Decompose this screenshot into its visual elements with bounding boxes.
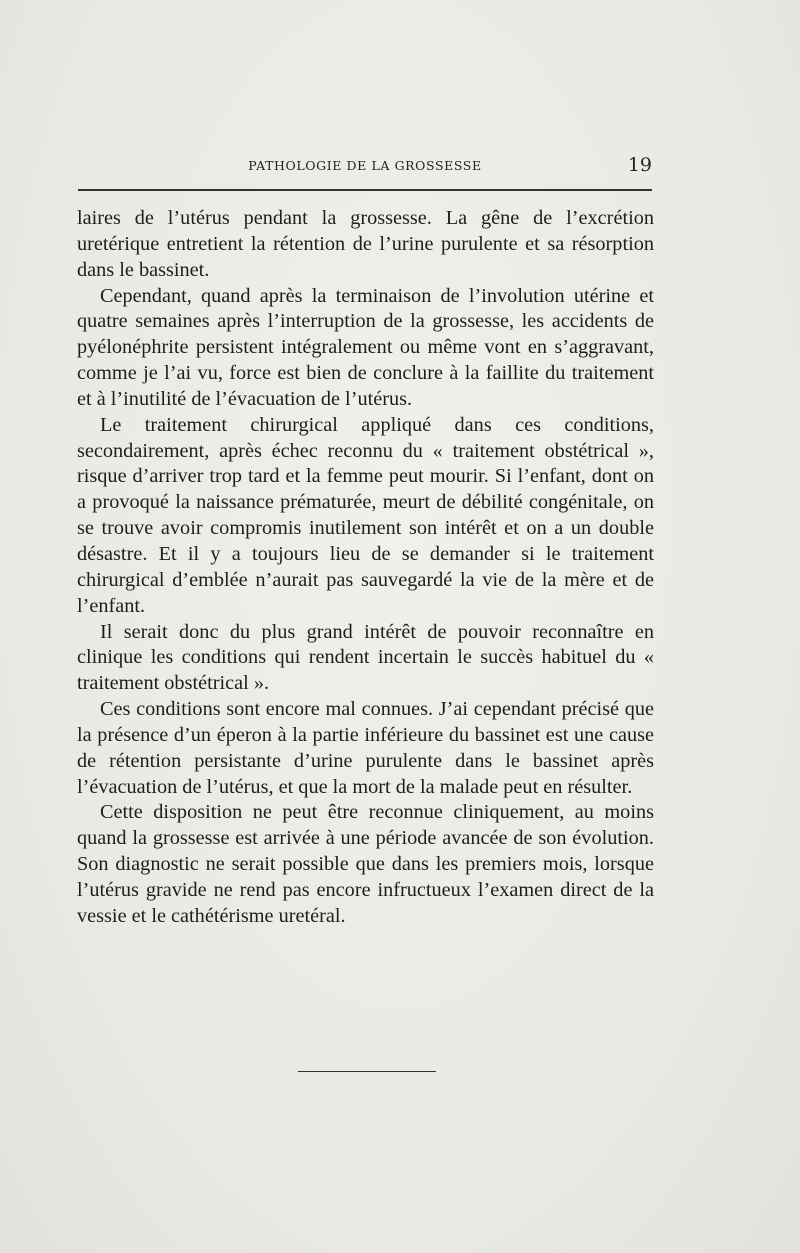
paragraph-2: Cependant, quand après la terminaison de l’involution utérine et quatre semaines après l’interruption de la grossesse, les accidents de pyélonéphrite persistent intégralement ou même vont en s’aggravant, comme je l’ai vu, force est bien de conclure à la faillite du traitement et à l’inutilité de l’évacuation de l’utérus.: [77, 284, 654, 410]
paragraph-4: Il serait donc du plus grand intérêt de pouvoir reconnaître en clinique les conditions qui rendent incertain le succès habituel du « traitement obstétrical ».: [77, 620, 654, 695]
paragraph-3: Le traitement chirurgical appliqué dans ces conditions, secondairement, après échec reconnu du « traitement obstétrical », risque d’arriver trop tard et la femme peut mourir. Si l’enfant, dont on a provoqué la naissance prématurée, meurt de débilité congénitale, on se trouve avoir compromis inutilement son intérêt et on a un double désastre. Et il y a toujours lieu de se demander si le traitement chirurgical d’emblée n’aurait pas sauvegardé la vie de la mère et de l’enfant.: [77, 413, 654, 617]
body-text: [77, 206, 654, 930]
end-rule: [298, 1071, 436, 1072]
running-head: [78, 152, 652, 180]
running-title: PATHOLOGIE DE LA GROSSESSE: [248, 158, 482, 173]
paragraph-1: laires de l’utérus pendant la grossesse. La gêne de l’excrétion uretérique entretient la rétention de l’urine purulente et sa résorption dans le bassinet.: [77, 207, 654, 281]
paragraph-5: Ces conditions sont encore mal connues. J’ai cependant précisé que la présence d’un éperon à la partie inférieure du bassinet est une cause de rétention persistante d’urine purulente dans le bassinet après l’évacuation de l’utérus, et que la mort de la malade peut en résulter.: [77, 698, 654, 798]
paragraph-6: Cette disposition ne peut être reconnue cliniquement, au moins quand la grossesse est arrivée à une période avancée de son évolution. Son diagnostic ne serait possible que dans les premiers mois, lorsque l’utérus gravide ne rend pas encore infructueux l’examen direct de la vessie et le cathétérisme uretéral.: [77, 801, 654, 927]
header-rule: [78, 189, 652, 191]
page-number: 19: [627, 154, 652, 176]
